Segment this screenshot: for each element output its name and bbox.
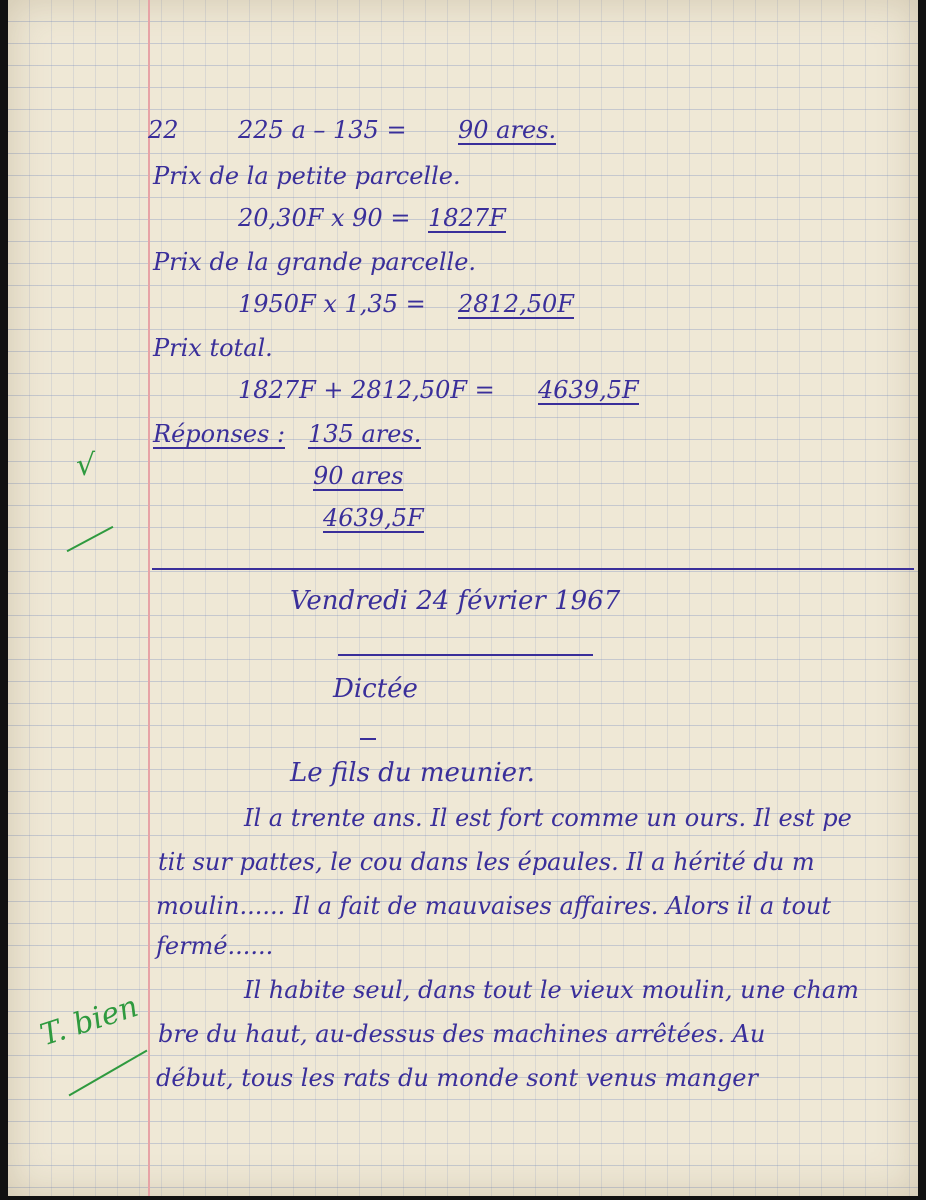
text-line-4: Prix de la grande parcelle.: [153, 248, 477, 276]
title-dash: [360, 738, 376, 740]
dictation-line-2: tit sur pattes, le cou dans les épaules. Il a hérité du m: [158, 848, 815, 876]
answer-3: 4639,5F: [323, 504, 424, 532]
answer-1: 135 ares.: [308, 420, 422, 448]
margin-line: [148, 0, 150, 1196]
answer-2: 90 ares: [313, 462, 404, 490]
calc-line-5: 1950F x 1,35 =: [238, 290, 426, 318]
answers-label: Réponses :: [153, 420, 286, 448]
calc-line-7: 1827F + 2812,50F =: [238, 376, 495, 404]
dictation-line-1: Il a trente ans. Il est fort comme un ours. Il est pe: [244, 804, 852, 832]
calc-result-3: 1827F: [428, 204, 506, 232]
notebook-page: [8, 0, 918, 1196]
dictation-line-4: fermé......: [156, 932, 274, 960]
calc-result-7: 4639,5F: [538, 376, 639, 404]
text-line-6: Prix total.: [153, 334, 273, 362]
problem-number: 22: [148, 116, 179, 144]
grade-underline: [69, 1050, 148, 1097]
grade-note: T. bien: [36, 988, 143, 1054]
dictation-line-3: moulin...... Il a fait de mauvaises affaires. Alors il a tout: [156, 892, 831, 920]
date-heading: Vendredi 24 février 1967: [290, 586, 621, 616]
calc-result-1: 90 ares.: [458, 116, 557, 144]
dictation-title: Dictée: [333, 674, 418, 704]
calc-line-1: 225 a – 135 =: [238, 116, 407, 144]
text-line-2: Prix de la petite parcelle.: [153, 162, 461, 190]
check-mark: √: [76, 448, 96, 483]
dictation-line-7: début, tous les rats du monde sont venus manger: [156, 1064, 758, 1092]
calc-result-5: 2812,50F: [458, 290, 574, 318]
dictation-line-6: bre du haut, au-dessus des machines arrêtées. Au: [158, 1020, 766, 1048]
dictation-heading: Le fils du meunier.: [290, 758, 535, 788]
check-stroke: [67, 526, 114, 552]
section-divider: [152, 568, 914, 570]
date-underline: [338, 654, 593, 656]
calc-line-3: 20,30F x 90 =: [238, 204, 411, 232]
dictation-line-5: Il habite seul, dans tout le vieux moulin, une cham: [244, 976, 859, 1004]
